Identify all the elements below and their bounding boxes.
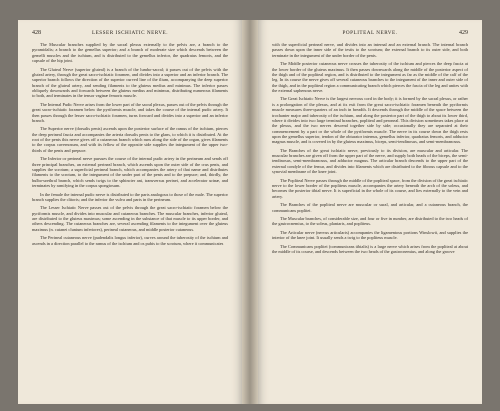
right-paragraph: The Articular nerve (nervus articularis) accompanies the ligamentous portions Winslowii, and supplies the interior of the knee joint. It usually sends a twig to the popliteus muscle. (272, 229, 468, 241)
right-paragraph: The Great Ischiatic Nerve is the largest nervous cord in the body; it is formed by the sacral plexus, or rather is a prolongation of the plexus, and at its exit from the great sacro-ischiatic foramen beneath the pyriformis muscle measures three-quarters of an inch in breadth. It descends through the middle of the space between the trochanter major and tuberosity of the ischium, and along the posterior part of the thigh to about its lower third, where it divides into two large terminal branches, popliteal and peroneal. This division sometimes takes place at the plexus, and the two nerves descend together side by side; occasionally they are separated at their commencement by a part or the whole of the pyriformis muscle. The nerve in its course down the thigh rests upon the gemellus superior, tendon of the obturator internus, gemellus inferior, quadratus femoris, and adductor magnus muscle, and is covered in by the gluteus maximus, biceps, semi-tendinosus, and semi-membranosus. (272, 96, 468, 145)
left-paragraph: The Inferior or perineal nerve pursues the course of the internal pudic artery in the perineum and sends off three principal branches, an external perineal branch, which ascends upon the outer side of the crus penis, and supplies the scrotum; a superficial perineal branch, which accompanies the artery of that name and distributes filaments to the scrotum, to the integument of the under part of the penis and to the prepuce; and, thirdly, the bulbo-urethral branch, which sends twigs to the sphincter ani, transversus perinei, and accelerator urinæ, and terminates by ramifying in the corpus spongiosum. (32, 156, 228, 188)
right-page (258, 20, 482, 404)
right-paragraph: The Communicans poplitei (communicans tibialis) is a large nerve which arises from the popliteal at about the middle of its course, and descends between the two heads of the gastrocnemius, and along the groove (272, 243, 468, 255)
right-paragraph: The Branches of the great ischiatic nerve, previously to its division, are muscular and articular. The muscular branches are given off from the upper part of the nerve, and supply both heads of the biceps, the semi-tendinosus, semi-membranosus, and adductor magnus. The articular branch descends to the upper part of the external condyle of the femur, and divides into filaments which are distributed to the fibrous capsule and to the synovial membrane of the knee joint. (272, 147, 468, 175)
left-paragraph: The Superior nerve (dorsalis penis) ascends upon the posterior surface of the ramus of the ischium, pierces the deep perineal fascia and accompanies the arteria dorsalis penis to the glans, to which it is distributed. At the root of the penis this nerve gives off a cutaneous branch which runs along the side of the organ, gives filaments to the corpus cavernosum, and with its fellow of the opposite side supplies the integument of the upper two-thirds of the penis and prepuce. (32, 126, 228, 153)
left-paragraph: The Perineal cutaneous nerve (pudendalis longus inferior), curves around the tuberosity of the ischium and ascends in a direction parallel to the ramus of the ischium and os pubis to the scrotum, where it communicates (32, 235, 228, 246)
right-page-number: 429 (459, 30, 468, 36)
book-gutter (242, 20, 258, 404)
left-running-title: LESSER ISCHIATIC NERVE. (91, 30, 169, 36)
right-paragraph: The Branches of the popliteal nerve are muscular or sural, and articular, and a cutaneous branch, the communicans poplitei. (272, 202, 468, 213)
left-page-number: 428 (32, 30, 41, 36)
left-page (18, 20, 242, 404)
left-paragraph: The Lesser Ischiatic Nerve passes out of the pelvis through the great sacro-ischiatic foramen below the pyriformis muscle, and divides into muscular and cutaneous branches. The muscular branches, inferior gluteal, are distributed to the gluteus maximus; some ascending in the substance of that muscle to its upper border, and others descending. The cutaneous branches are, several ascending filaments to the integument over the gluteus maximus (n. cutanei clunium inferiores), perineal cutaneous, and middle posterior cutaneous. (32, 205, 228, 232)
left-paragraph: The Gluteal Nerve (superior gluteal) is a branch of the lumbo-sacral; it passes out of the pelvis with the gluteal artery, through the great sacro-ischiatic foramen, and divides into a superior and an inferior branch. The superior branch follows the direction of the superior curved line of the ilium, accompanying the deep superior branch of the gluteal artery, and sending filaments to the gluteus medius and minimus. The inferior passes obliquely downwards and forwards between the gluteus medius and minimus, distributing numerous filaments to both, and terminates in the tensor vaginæ femoris muscle. (32, 66, 228, 99)
right-paragraph: The Middle posterior cutaneous nerve crosses the tuberosity of the ischium and pierces the deep fascia at the lower border of the gluteus maximus. It then passes downwards along the middle of the posterior aspect of the thigh and of the popliteal region, and is distributed to the integument as far as the middle of the calf of the leg. In its course the nerve gives off several cutaneous branches to the integument of the inner and outer side of the thigh, and in the popliteal region a communicating branch which pierces the fascia of the leg and unites with the external saphenous nerve. (272, 61, 468, 93)
left-paragraph: In the female the internal pudic nerve is distributed to the parts analogous to those of the male. The superior branch supplies the clitoris; and the inferior the vulva and parts in the perineum. (32, 191, 228, 202)
right-running-head (272, 30, 468, 36)
right-running-title: POPLITEAL NERVE. (342, 30, 398, 36)
right-paragraph: with the superficial perineal nerve, and divides into an internal and an external branch. The internal branch passes down upon the inner side of the testis to the scrotum; the external branch to its outer side, and both terminate in the integument of the under border of the penis. (272, 42, 468, 58)
left-running-head (32, 30, 228, 36)
right-paragraph: The Muscular branches, of considerable size, and four or five in number, are distributed to the two heads of the gastrocnemius, to the soleus, plantaris, and popliteus. (272, 216, 468, 227)
left-paragraph: The Muscular branches supplied by the sacral plexus externally to the pelvis are, a branch to the pyramidalis; a branch to the gemellus superior; and a branch of moderate size which descends between the gemelli muscles and the ischium, and is distributed to the gemellus inferior, the quadratus femoris, and the capsule of the hip joint. (32, 42, 228, 64)
left-paragraph: The Internal Pudic Nerve arises from the lower part of the sacral plexus, passes out of the pelvis through the great sacro-ischiatic foramen below the pyriformis muscle, and takes the course of the internal pudic artery. It then passes through the lesser sacro-ischiatic foramen, turns forward and divides into a superior and an inferior branch. (32, 101, 228, 123)
right-paragraph: The Popliteal Nerve passes through the middle of the popliteal space, from the division of the great ischiatic nerve to the lower border of the popliteus muscle, accompanies the artery beneath the arch of the soleus, and becomes the posterior tibial nerve. It is superficial in the whole of its course, and lies externally to the vein and artery. (272, 177, 468, 199)
